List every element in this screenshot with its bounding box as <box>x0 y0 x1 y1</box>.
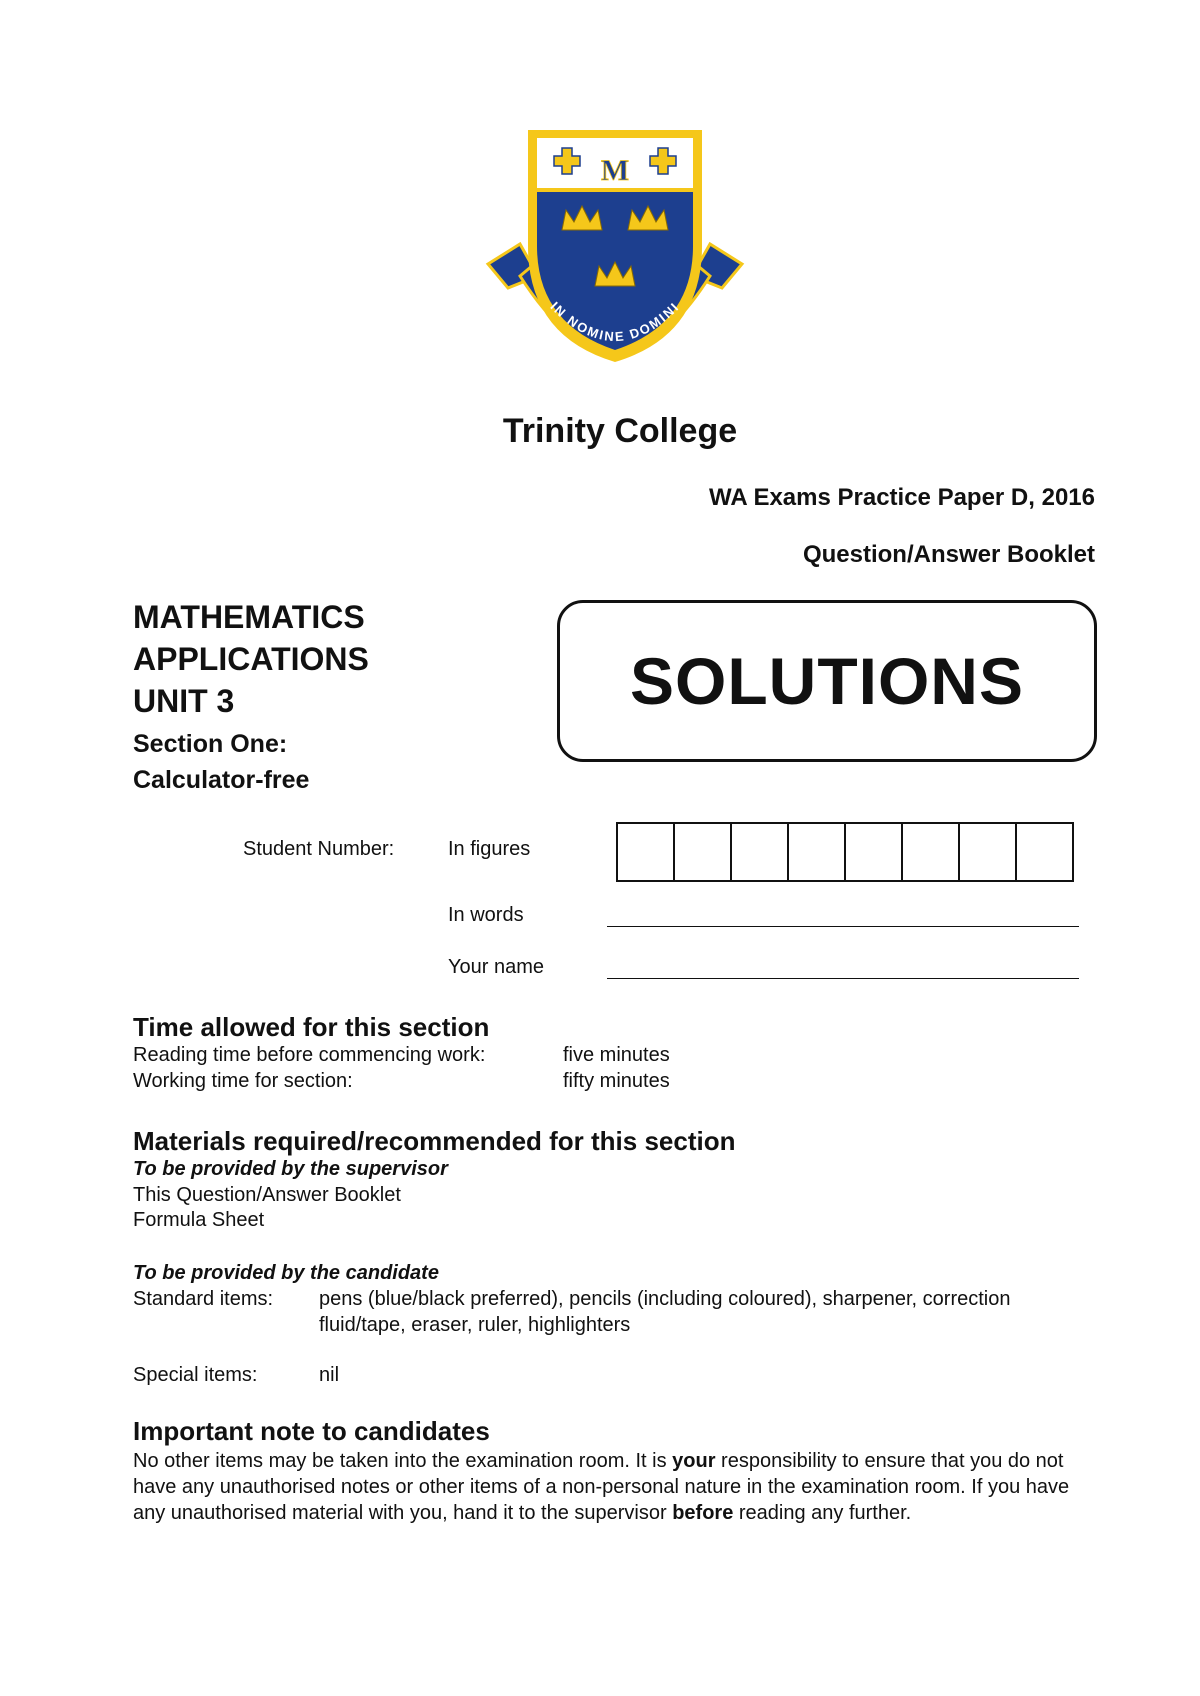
subject-line-1: MATHEMATICS <box>133 599 365 635</box>
subject-title <box>133 596 369 722</box>
reading-time-value: five minutes <box>563 1044 670 1066</box>
candidate-heading: To be provided by the candidate <box>133 1262 439 1284</box>
working-time-value: fifty minutes <box>563 1070 670 1092</box>
your-name-line[interactable] <box>607 978 1079 979</box>
svg-text:M: M <box>600 154 630 187</box>
digit-box[interactable] <box>618 824 675 880</box>
digit-box[interactable] <box>1017 824 1074 880</box>
note-body <box>133 1448 1093 1526</box>
subject-line-2: APPLICATIONS <box>133 641 369 677</box>
in-words-label: In words <box>448 904 524 926</box>
subject-line-3: UNIT 3 <box>133 683 235 719</box>
standard-items-line-2: fluid/tape, eraser, ruler, highlighters <box>319 1314 631 1336</box>
booklet-title: Question/Answer Booklet <box>802 541 1095 568</box>
note-heading: Important note to candidates <box>133 1416 490 1446</box>
digit-box[interactable] <box>903 824 960 880</box>
student-number-label: Student Number: <box>243 838 395 860</box>
supervisor-item: This Question/Answer Booklet <box>133 1184 401 1206</box>
section-type: Calculator-free <box>133 766 310 794</box>
student-number-boxes[interactable] <box>616 822 1074 882</box>
digit-box[interactable] <box>846 824 903 880</box>
school-crest <box>480 126 750 396</box>
supervisor-item: Formula Sheet <box>133 1209 265 1231</box>
supervisor-heading: To be provided by the supervisor <box>133 1158 448 1180</box>
note-text: No other items may be taken into the examination room. It is <box>133 1450 673 1472</box>
digit-box[interactable] <box>675 824 732 880</box>
svg-text:IN NOMINE DOMINI: IN NOMINE DOMINI <box>547 298 683 345</box>
digit-box[interactable] <box>789 824 846 880</box>
school-name: Trinity College <box>502 412 738 450</box>
in-words-line[interactable] <box>607 926 1079 927</box>
time-heading: Time allowed for this section <box>133 1012 490 1042</box>
materials-heading: Materials required/recommended for this section <box>133 1126 736 1156</box>
note-text: responsibility to ensure that you do not have any unauthorised notes or other items of a non-personal nature in the examination room. If you have any unauthorised material with you, hand it to the supervisor <box>133 1450 1070 1524</box>
school-crest-icon <box>480 126 750 396</box>
digit-box[interactable] <box>732 824 789 880</box>
solutions-label: SOLUTIONS <box>629 644 1024 718</box>
standard-items-label: Standard items: <box>133 1288 274 1310</box>
special-items-label: Special items: <box>133 1364 258 1386</box>
working-time-label: Working time for section: <box>133 1070 353 1092</box>
reading-time-label: Reading time before commencing work: <box>133 1044 486 1066</box>
your-name-label: Your name <box>448 956 544 978</box>
digit-box[interactable] <box>960 824 1017 880</box>
section-name: Section One: <box>133 730 288 758</box>
in-figures-label: In figures <box>448 838 531 860</box>
section-title <box>133 726 309 798</box>
note-emphasis: before <box>672 1502 734 1524</box>
note-emphasis: your <box>672 1450 716 1472</box>
standard-items-line-1: pens (blue/black preferred), pencils (including coloured), sharpener, correction <box>319 1288 1011 1310</box>
paper-title: WA Exams Practice Paper D, 2016 <box>709 484 1095 511</box>
special-items-value: nil <box>319 1364 340 1386</box>
note-text: reading any further. <box>733 1502 912 1524</box>
solutions-stamp <box>557 600 1097 762</box>
